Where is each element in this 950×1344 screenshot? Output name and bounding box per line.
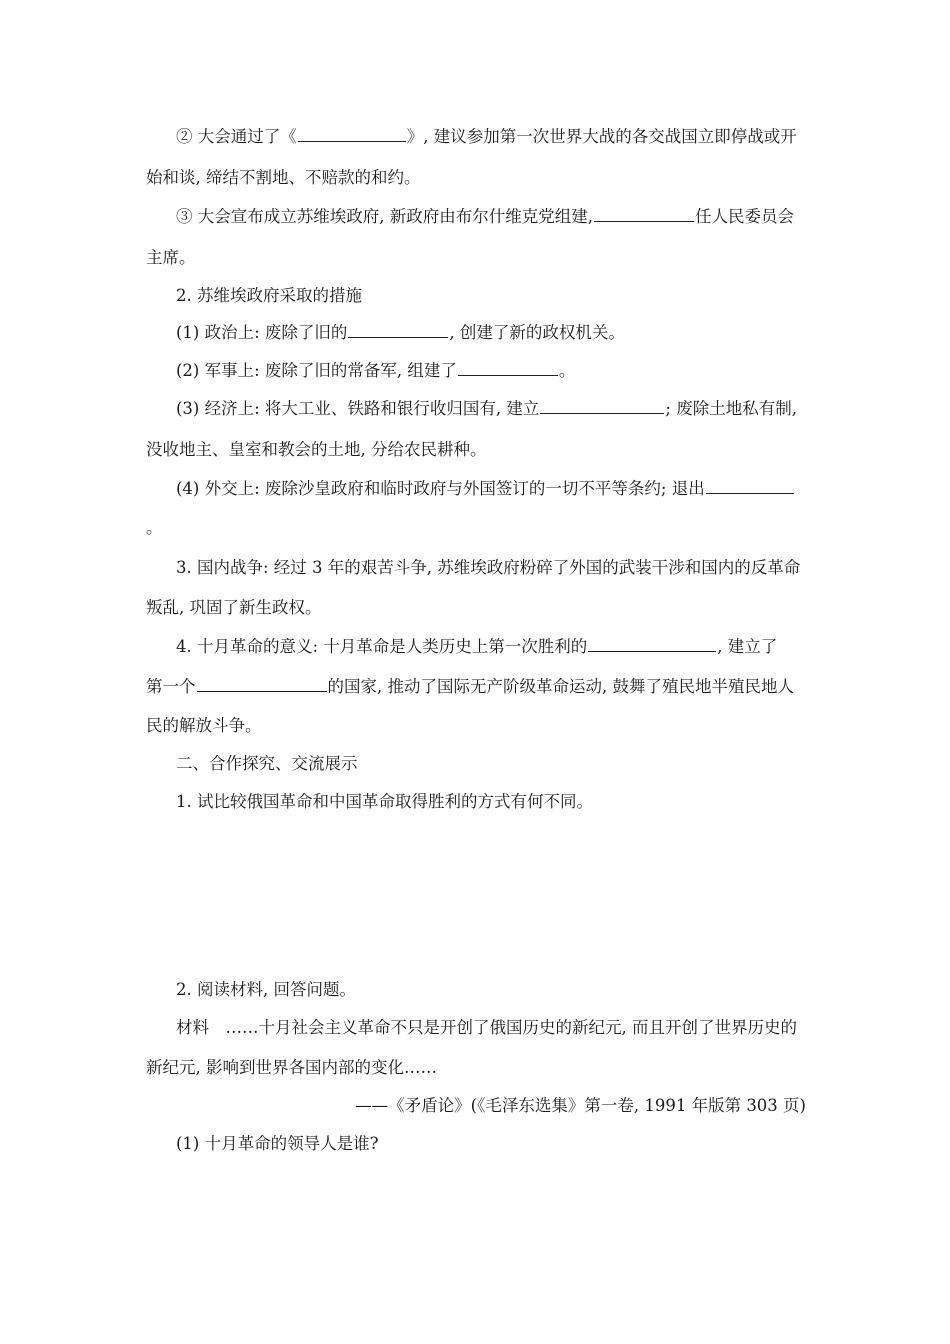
text: ; 废除土地私有制, xyxy=(665,399,797,418)
text: , 建立了 xyxy=(717,637,778,656)
significance-cont-2: 民的解放斗争。 xyxy=(146,716,262,735)
answer-blank[interactable] xyxy=(594,204,694,222)
material-text: 材料 ……十月社会主义革命不只是开创了俄国历史的新纪元, 而且开创了世界历史的 xyxy=(176,1018,797,1037)
question-2-1: (1) 十月革命的领导人是谁? xyxy=(176,1134,379,1153)
civil-war: 3. 国内战争: 经过 3 年的艰苦斗争, 苏维埃政府粉碎了外国的武装干涉和国内的反革命 xyxy=(176,558,801,577)
text: 》, 建议参加第一次世界大战的各交战国立即停战或开 xyxy=(406,127,797,146)
text: (4) 外交上: 废除沙皇政府和临时政府与外国签订的一切不平等条约; 退出 xyxy=(176,479,705,498)
answer-blank[interactable] xyxy=(298,124,406,142)
measure-diplomatic-cont: 。 xyxy=(146,518,163,537)
measure-political xyxy=(176,320,625,344)
text: (3) 经济上: 将大工业、铁路和银行收归国有, 建立 xyxy=(176,399,540,418)
measure-military xyxy=(176,358,575,382)
item-3-2 xyxy=(176,124,797,148)
answer-blank[interactable] xyxy=(458,358,558,376)
text: 第一个 xyxy=(146,677,196,696)
text: (2) 军事上: 废除了旧的常备军, 组建了 xyxy=(176,361,457,380)
significance-cont xyxy=(146,674,794,698)
question-1: 1. 试比较俄国革命和中国革命取得胜利的方式有何不同。 xyxy=(176,792,593,811)
answer-blank[interactable] xyxy=(348,320,448,338)
item-3-3 xyxy=(176,204,794,228)
item-3-2-cont: 始和谈, 缔结不割地、不赔款的和约。 xyxy=(146,168,421,187)
question-2: 2. 阅读材料, 回答问题。 xyxy=(176,980,356,999)
part-2-heading: 二、合作探究、交流展示 xyxy=(176,754,358,773)
answer-blank[interactable] xyxy=(197,674,327,692)
text: ② 大会通过了《 xyxy=(176,127,297,146)
answer-blank[interactable] xyxy=(540,396,664,414)
text: ③ 大会宣布成立苏维埃政府, 新政府由布尔什维克党组建, xyxy=(176,207,593,226)
civil-war-cont: 叛乱, 巩固了新生政权。 xyxy=(146,598,322,617)
text: 。 xyxy=(558,361,576,380)
measure-economic xyxy=(176,396,797,420)
text: 的国家, 推动了国际无产阶级革命运动, 鼓舞了殖民地半殖民地人 xyxy=(327,677,794,696)
section-2-heading: 2. 苏维埃政府采取的措施 xyxy=(176,286,362,305)
measure-diplomatic xyxy=(176,476,795,500)
material-source: ——《矛盾论》(《毛泽东选集》第一卷, 1991 年版第 303 页) xyxy=(355,1096,806,1115)
answer-blank[interactable] xyxy=(588,634,716,652)
item-3-3-cont: 主席。 xyxy=(146,248,196,267)
material-text-cont: 新纪元, 影响到世界各国内部的变化…… xyxy=(146,1058,437,1077)
answer-blank[interactable] xyxy=(706,476,794,494)
text: 4. 十月革命的意义: 十月革命是人类历史上第一次胜利的 xyxy=(176,637,588,656)
text: , 创建了新的政权机关。 xyxy=(449,323,625,342)
text: 任人民委员会 xyxy=(694,207,794,226)
text: (1) 政治上: 废除了旧的 xyxy=(176,323,348,342)
measure-economic-cont: 没收地主、皇室和教会的土地, 分给农民耕种。 xyxy=(146,440,487,459)
significance xyxy=(176,634,777,658)
